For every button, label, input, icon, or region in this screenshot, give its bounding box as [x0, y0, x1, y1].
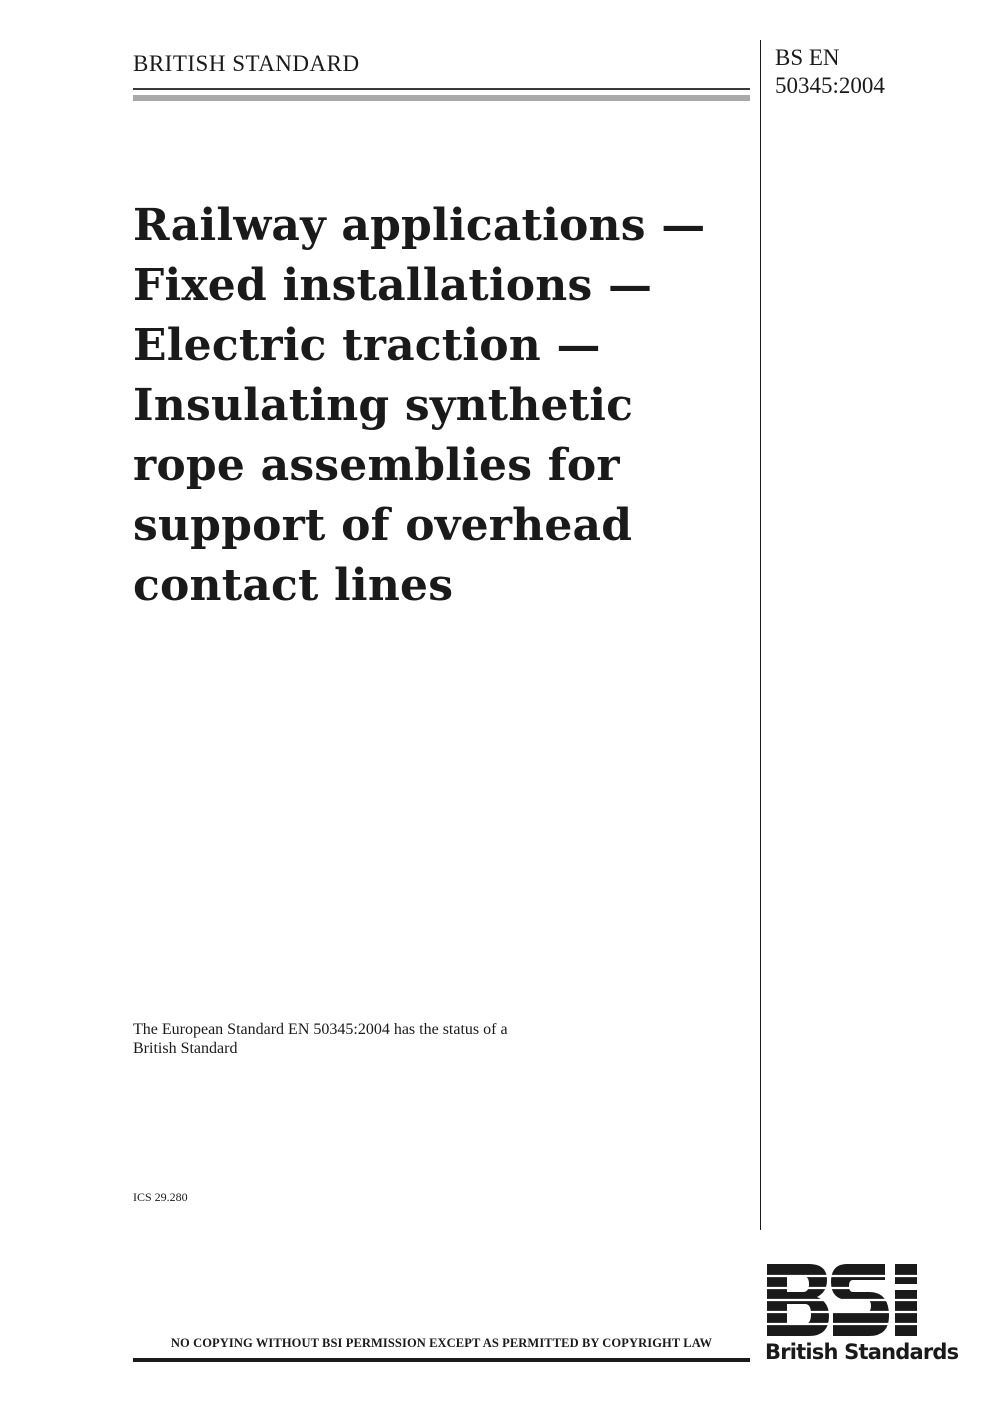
title-line: contact lines — [133, 560, 454, 611]
document-title — [133, 196, 748, 616]
standard-number-line1: BS EN — [775, 45, 840, 70]
standard-number — [775, 44, 885, 100]
copyright-notice: NO COPYING WITHOUT BSI PERMISSION EXCEPT AS PERMITTED BY COPYRIGHT LAW — [170, 1336, 713, 1350]
bsi-logo-mark-icon — [765, 1262, 945, 1338]
title-line: Electric traction — — [133, 320, 601, 371]
footer-rule — [133, 1358, 750, 1362]
vertical-divider — [760, 40, 761, 1230]
header-rule-thick — [133, 95, 750, 101]
title-line: Insulating synthetic — [133, 380, 634, 431]
standard-number-line2: 50345:2004 — [775, 73, 885, 98]
bsi-logo-caption: British Standards — [765, 1340, 959, 1364]
status-note — [133, 1020, 508, 1058]
ics-code: ICS 29.280 — [133, 1190, 188, 1204]
title-line: support of overhead — [133, 500, 633, 551]
status-note-line1: The European Standard EN 50345:2004 has the status of a — [133, 1021, 508, 1038]
title-line: rope assemblies for — [133, 440, 620, 491]
title-line: Fixed installations — — [133, 260, 653, 311]
title-line: Railway applications — — [133, 200, 706, 251]
status-note-line2: British Standard — [133, 1040, 238, 1057]
header-rule-thin — [133, 88, 750, 90]
header-label: BRITISH STANDARD — [133, 51, 360, 76]
bsi-logo — [765, 1262, 959, 1372]
